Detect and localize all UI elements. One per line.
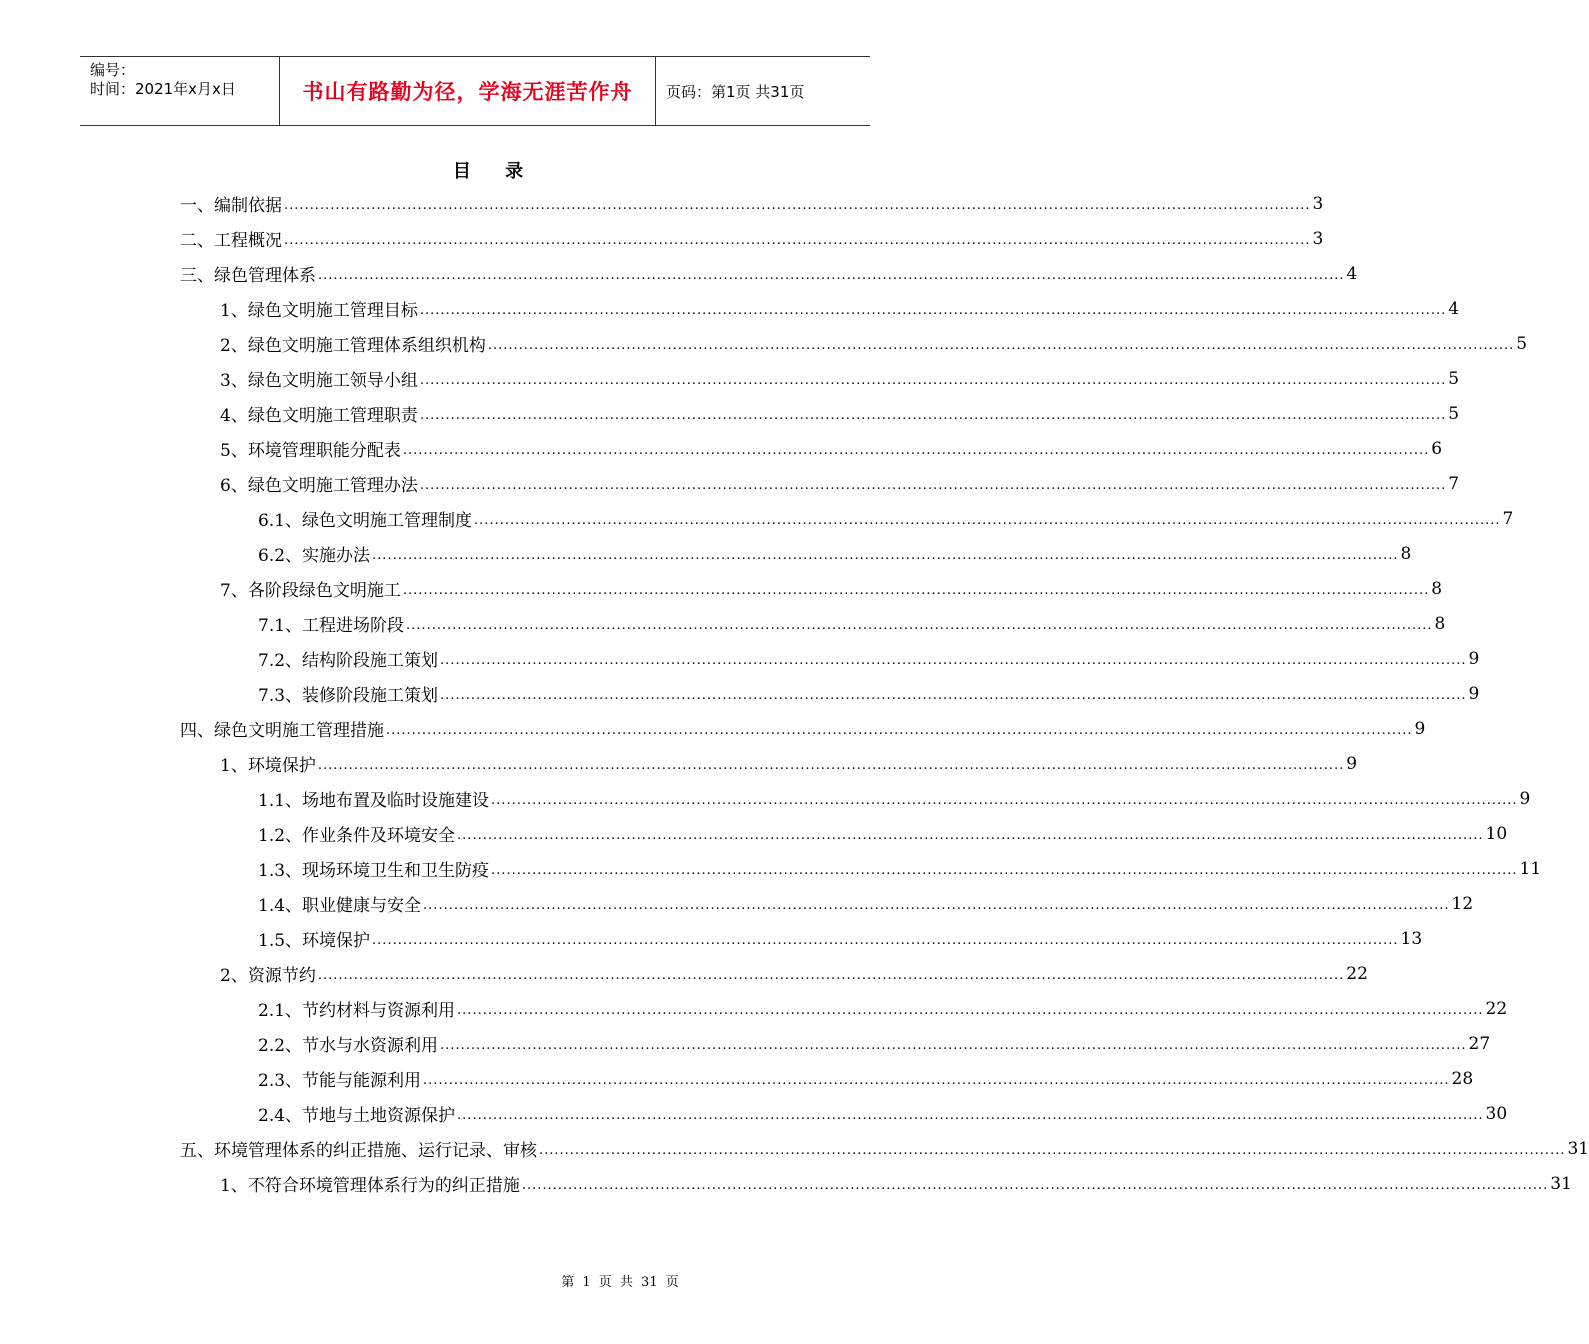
toc-leader-dots: ........................................................................................................................................................................................................ <box>284 198 1311 213</box>
toc-entry-title: 绿色文明施工领导小组 <box>247 371 418 391</box>
toc-entry-page: 30 <box>1485 1103 1508 1124</box>
toc-entry-title: 环境保护 <box>302 931 371 951</box>
toc-leader-dots: ........................................................................................................................................................................................................ <box>539 1143 1566 1158</box>
toc-entry-title: 节水与水资源利用 <box>302 1036 439 1056</box>
toc-entry-page: 4 <box>1346 263 1358 284</box>
toc-entry-title: 绿色文明施工管理目标 <box>247 301 418 321</box>
toc-entry-number: 1、 <box>220 756 248 776</box>
toc-entry[interactable] <box>180 956 1368 991</box>
toc-leader-dots: ........................................................................................................................................................................................................ <box>457 1003 1484 1018</box>
toc-entry-page: 13 <box>1400 928 1423 949</box>
toc-entry-number: 6、 <box>220 476 248 496</box>
toc-title: 目 录 <box>452 161 538 182</box>
document-number-label: 编号： <box>90 61 136 79</box>
toc-entry[interactable] <box>180 431 1443 466</box>
toc-entry[interactable] <box>180 361 1460 396</box>
toc-entry-title: 工程概况 <box>214 231 282 251</box>
toc-entry[interactable] <box>180 326 1528 361</box>
toc-leader-dots: ........................................................................................................................................................................................................ <box>386 723 1413 738</box>
toc-entry-page: 3 <box>1312 193 1324 214</box>
toc-leader-dots: ........................................................................................................................................................................................................ <box>491 793 1518 808</box>
toc-entry-number: 2、 <box>220 336 248 356</box>
toc-entry-number: 1.3、 <box>258 861 303 881</box>
header-page-info: 页码：第1页 共31页 <box>666 82 805 101</box>
toc-leader-dots: ........................................................................................................................................................................................................ <box>440 653 1467 668</box>
toc-entry-number: 7.2、 <box>258 651 303 671</box>
toc-leader-dots: ........................................................................................................................................................................................................ <box>419 303 1447 318</box>
toc-entry-number: 7、 <box>220 581 248 601</box>
toc-entry-number: 1、 <box>220 1176 248 1196</box>
toc-entry[interactable] <box>180 676 1480 711</box>
toc-entry-number: 1、 <box>220 301 248 321</box>
toc-leader-dots: ........................................................................................................................................................................................................ <box>419 408 1447 423</box>
toc-leader-dots: ........................................................................................................................................................................................................ <box>487 338 1515 353</box>
toc-entry-title: 环境管理体系的纠正措施、运行记录、审核 <box>214 1141 537 1161</box>
header-motto: 书山有路勤为径，学海无涯苦作舟 <box>280 57 656 125</box>
toc-entry-title: 绿色文明施工管理职责 <box>247 406 418 426</box>
toc-entry-title: 节约材料与资源利用 <box>302 1001 456 1021</box>
toc-entry[interactable] <box>180 1096 1508 1131</box>
toc-leader-dots: ........................................................................................................................................................................................................ <box>419 373 1447 388</box>
toc-entry-page: 9 <box>1468 648 1480 669</box>
page-header <box>80 56 870 126</box>
toc-entry[interactable] <box>180 886 1474 921</box>
toc-entry-number: 1.1、 <box>258 791 303 811</box>
toc-entry-title: 作业条件及环境安全 <box>302 826 456 846</box>
toc-entry-title: 场地布置及临时设施建设 <box>302 791 490 811</box>
toc-entry[interactable] <box>180 466 1460 501</box>
toc-entry-page: 28 <box>1451 1068 1474 1089</box>
toc-entry-title: 不符合环境管理体系行为的纠正措施 <box>247 1176 520 1196</box>
toc-entry-page: 5 <box>1448 403 1460 424</box>
toc-entry-page: 8 <box>1434 613 1446 634</box>
toc-entry-title: 绿色文明施工管理办法 <box>247 476 418 496</box>
toc-entry[interactable] <box>180 256 1358 291</box>
table-of-contents <box>180 186 1589 1201</box>
toc-leader-dots: ........................................................................................................................................................................................................ <box>372 933 1399 948</box>
toc-entry-title: 绿色文明施工管理体系组织机构 <box>247 336 486 356</box>
toc-entry-number: 4、 <box>220 406 248 426</box>
toc-entry-page: 12 <box>1451 893 1474 914</box>
toc-entry-page: 9 <box>1519 788 1531 809</box>
toc-entry-number: 2、 <box>220 966 248 986</box>
toc-entry-page: 9 <box>1346 753 1358 774</box>
toc-entry[interactable] <box>180 536 1412 571</box>
toc-entry-page: 8 <box>1400 543 1412 564</box>
toc-entry-title: 绿色文明施工管理制度 <box>302 511 473 531</box>
toc-entry-page: 7 <box>1502 508 1514 529</box>
toc-leader-dots: ........................................................................................................................................................................................................ <box>419 478 1447 493</box>
toc-leader-dots: ........................................................................................................................................................................................................ <box>474 513 1501 528</box>
toc-entry-page: 22 <box>1485 998 1508 1019</box>
toc-entry[interactable] <box>180 1061 1474 1096</box>
toc-entry-page: 9 <box>1414 718 1426 739</box>
toc-entry[interactable] <box>180 186 1324 221</box>
toc-entry[interactable] <box>180 291 1460 326</box>
toc-entry[interactable] <box>180 746 1358 781</box>
toc-entry-page: 27 <box>1468 1033 1491 1054</box>
toc-entry-number: 五、 <box>180 1141 214 1161</box>
toc-entry-number: 6.2、 <box>258 546 303 566</box>
toc-leader-dots: ........................................................................................................................................................................................................ <box>372 548 1399 563</box>
toc-leader-dots: ........................................................................................................................................................................................................ <box>402 583 1430 598</box>
toc-entry-number: 二、 <box>180 231 214 251</box>
toc-entry-page: 31 <box>1550 1173 1572 1194</box>
toc-entry-number: 2.2、 <box>258 1036 303 1056</box>
toc-entry-title: 装修阶段施工策划 <box>302 686 439 706</box>
toc-leader-dots: ........................................................................................................................................................................................................ <box>457 1108 1484 1123</box>
toc-entry-number: 三、 <box>180 266 214 286</box>
toc-entry[interactable] <box>180 781 1531 816</box>
toc-leader-dots: ........................................................................................................................................................................................................ <box>284 233 1311 248</box>
toc-entry-title: 现场环境卫生和卫生防疫 <box>302 861 490 881</box>
toc-entry-number: 2.1、 <box>258 1001 303 1021</box>
toc-leader-dots: ........................................................................................................................................................................................................ <box>521 1178 1549 1193</box>
toc-entry-page: 11 <box>1519 858 1542 879</box>
toc-leader-dots: ........................................................................................................................................................................................................ <box>423 898 1450 913</box>
toc-entry[interactable] <box>180 1026 1491 1061</box>
toc-entry[interactable] <box>180 396 1460 431</box>
toc-entry[interactable] <box>180 641 1480 676</box>
toc-entry-number: 1.4、 <box>258 896 303 916</box>
toc-leader-dots: ........................................................................................................................................................................................................ <box>440 1038 1467 1053</box>
toc-entry[interactable] <box>180 991 1508 1026</box>
toc-entry[interactable] <box>180 1166 1572 1201</box>
toc-entry-page: 5 <box>1516 333 1528 354</box>
toc-entry[interactable] <box>180 221 1324 256</box>
toc-entry-number: 1.2、 <box>258 826 303 846</box>
document-time-label: 时间：2021年x月x日 <box>90 80 236 98</box>
toc-entry-page: 10 <box>1485 823 1508 844</box>
toc-entry-number: 1.5、 <box>258 931 303 951</box>
toc-entry[interactable] <box>180 921 1423 956</box>
toc-entry-number: 7.1、 <box>258 616 303 636</box>
toc-entry-number: 5、 <box>220 441 248 461</box>
toc-entry-number: 6.1、 <box>258 511 303 531</box>
toc-entry-page: 31 <box>1567 1138 1589 1159</box>
toc-entry-number: 7.3、 <box>258 686 303 706</box>
toc-entry-page: 5 <box>1448 368 1460 389</box>
toc-entry-title: 各阶段绿色文明施工 <box>247 581 401 601</box>
toc-entry-title: 实施办法 <box>302 546 371 566</box>
toc-leader-dots: ........................................................................................................................................................................................................ <box>491 863 1518 878</box>
toc-entry[interactable] <box>180 711 1426 746</box>
toc-leader-dots: ........................................................................................................................................................................................................ <box>402 443 1430 458</box>
toc-entry-title: 绿色管理体系 <box>214 266 316 286</box>
toc-entry-page: 7 <box>1448 473 1460 494</box>
toc-entry-page: 9 <box>1468 683 1480 704</box>
toc-leader-dots: ........................................................................................................................................................................................................ <box>406 618 1433 633</box>
toc-entry[interactable] <box>180 851 1542 886</box>
header-meta <box>80 57 280 125</box>
toc-entry[interactable] <box>180 1131 1589 1166</box>
toc-leader-dots: ........................................................................................................................................................................................................ <box>317 968 1345 983</box>
toc-entry-title: 资源节约 <box>247 966 316 986</box>
toc-entry-number: 2.3、 <box>258 1071 303 1091</box>
toc-leader-dots: ........................................................................................................................................................................................................ <box>423 1073 1450 1088</box>
toc-entry[interactable] <box>180 501 1514 536</box>
toc-entry[interactable] <box>180 816 1508 851</box>
toc-entry-page: 22 <box>1346 963 1368 984</box>
toc-leader-dots: ........................................................................................................................................................................................................ <box>440 688 1467 703</box>
toc-entry-title: 节能与能源利用 <box>302 1071 422 1091</box>
toc-entry-title: 节地与土地资源保护 <box>302 1106 456 1126</box>
toc-entry-title: 结构阶段施工策划 <box>302 651 439 671</box>
toc-entry-title: 绿色文明施工管理措施 <box>214 721 384 741</box>
toc-entry[interactable] <box>180 606 1446 641</box>
toc-entry-title: 工程进场阶段 <box>302 616 405 636</box>
toc-entry-title: 编制依据 <box>214 196 282 216</box>
toc-entry[interactable] <box>180 571 1443 606</box>
toc-entry-page: 8 <box>1431 578 1443 599</box>
toc-entry-number: 3、 <box>220 371 248 391</box>
toc-leader-dots: ........................................................................................................................................................................................................ <box>317 758 1345 773</box>
toc-entry-number: 一、 <box>180 196 214 216</box>
toc-entry-title: 职业健康与安全 <box>302 896 422 916</box>
toc-entry-page: 4 <box>1448 298 1460 319</box>
toc-entry-page: 6 <box>1431 438 1443 459</box>
toc-leader-dots: ........................................................................................................................................................................................................ <box>318 268 1345 283</box>
toc-entry-number: 2.4、 <box>258 1106 303 1126</box>
page-footer: 第 1 页 共 31 页 <box>561 1275 679 1290</box>
toc-entry-title: 环境保护 <box>247 756 316 776</box>
toc-entry-number: 四、 <box>180 721 214 741</box>
toc-entry-title: 环境管理职能分配表 <box>247 441 401 461</box>
toc-entry-page: 3 <box>1312 228 1324 249</box>
toc-leader-dots: ........................................................................................................................................................................................................ <box>457 828 1484 843</box>
